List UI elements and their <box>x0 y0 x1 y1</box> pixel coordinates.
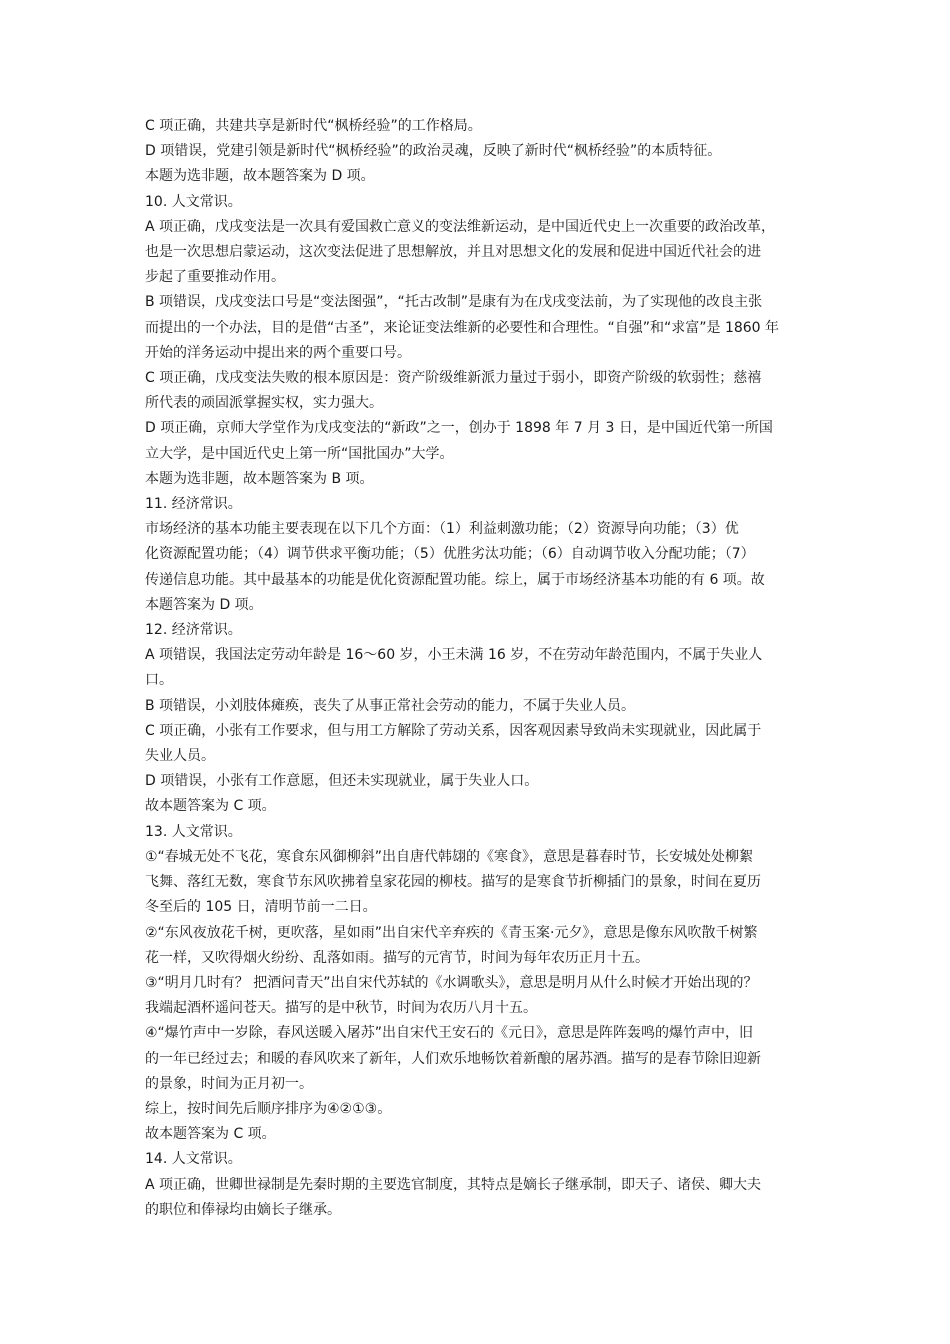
paragraph <box>145 1021 810 1097</box>
text-line: ④“爆竹声中一岁除，春风送暖入屠苏”出自宋代王安石的《元日》，意思是阵阵轰鸣的爆竹声中，旧 <box>145 1025 754 1042</box>
text-line: 失业人员。 <box>145 748 215 765</box>
paragraph <box>145 467 810 492</box>
text-line: 立大学，是中国近代史上第一所“国批国办”大学。 <box>145 445 454 462</box>
text-line: 14. 人文常识。 <box>145 1151 242 1168</box>
text-line: 故本题答案为 C 项。 <box>145 798 276 815</box>
paragraph <box>145 416 810 466</box>
paragraph <box>145 794 810 819</box>
text-line: 本题为选非题，故本题答案为 B 项。 <box>145 470 374 487</box>
paragraph <box>145 366 810 416</box>
text-line: 11. 经济常识。 <box>145 496 242 513</box>
paragraph <box>145 1097 810 1122</box>
text-line: 所代表的顽固派掌握实权，实力强大。 <box>145 395 383 412</box>
text-line: 我端起酒杯遥问苍天。描写的是中秋节，时间为农历八月十五。 <box>145 1000 537 1017</box>
paragraph <box>145 114 810 139</box>
text-line: 冬至后的 105 日，清明节前一二日。 <box>145 899 377 916</box>
paragraph <box>145 643 810 693</box>
paragraph <box>145 820 810 845</box>
paragraph <box>145 139 810 164</box>
text-line: C 项正确，小张有工作要求，但与用工方解除了劳动关系，因客观因素导致尚未实现就业，因此属于 <box>145 722 762 739</box>
text-line: 故本题答案为 C 项。 <box>145 1126 276 1143</box>
text-line: 本题为选非题，故本题答案为 D 项。 <box>145 168 375 185</box>
text-line: A 项正确，世卿世禄制是先秦时期的主要选官制度，其特点是嫡长子继承制，即天子、诸侯、卿大夫 <box>145 1176 762 1193</box>
text-line: 13. 人文常识。 <box>145 823 242 840</box>
text-line: 本题答案为 D 项。 <box>145 596 263 613</box>
paragraph <box>145 215 810 291</box>
text-line: ①“春城无处不飞花，寒食东风御柳斜”出自唐代韩翃的《寒食》，意思是暮春时节，长安城处处柳絮 <box>145 848 754 865</box>
text-line: 步起了重要推动作用。 <box>145 269 285 286</box>
text-line: 口。 <box>145 672 173 689</box>
text-line: 的职位和俸禄均由嫡长子继承。 <box>145 1201 341 1218</box>
text-line: 市场经济的基本功能主要表现在以下几个方面：（1）利益刺激功能；（2）资源导向功能；（3）优 <box>145 521 739 538</box>
text-line: 综上，按时间先后顺序排序为④②①③。 <box>145 1100 392 1117</box>
paragraph <box>145 845 810 921</box>
text-line: A 项错误，我国法定劳动年龄是 16～60 岁，小王未满 16 岁，不在劳动年龄范围内，不属于失业人 <box>145 647 763 664</box>
text-line: 飞舞、落红无数，寒食节东风吹拂着皇家花园的柳枝。描写的是寒食节折柳插门的景象，时间在夏历 <box>145 874 761 891</box>
text-line: 开始的洋务运动中提出来的两个重要口号。 <box>145 344 411 361</box>
document-body <box>145 114 810 1223</box>
text-line: 的一年已经过去；和暖的春风吹来了新年，人们欢乐地畅饮着新酿的屠苏酒。描写的是春节除旧迎新 <box>145 1050 761 1067</box>
paragraph <box>145 492 810 517</box>
paragraph <box>145 517 810 618</box>
text-line: 而提出的一个办法，目的是借“古圣”，来论证变法维新的必要性和合理性。“自强”和“求富”是 1860 年 <box>145 319 780 336</box>
text-line: B 项错误，戊戌变法口号是“变法图强”，“托古改制”是康有为在戊戌变法前，为了实现他的改良主张 <box>145 294 763 311</box>
text-line: B 项错误，小刘肢体瘫痪，丧失了从事正常社会劳动的能力，不属于失业人员。 <box>145 697 636 714</box>
text-line: 10. 人文常识。 <box>145 193 242 210</box>
paragraph <box>145 618 810 643</box>
text-line: A 项正确，戊戌变法是一次具有爱国救亡意义的变法维新运动，是中国近代史上一次重要的政治改革， <box>145 218 776 235</box>
text-line: 也是一次思想启蒙运动，这次变法促进了思想解放，并且对思想文化的发展和促进中国近代社会的进 <box>145 244 761 261</box>
text-line: 花一样，又吹得烟火纷纷、乱落如雨。描写的元宵节，时间为每年农历正月十五。 <box>145 949 649 966</box>
paragraph <box>145 769 810 794</box>
paragraph <box>145 719 810 769</box>
text-line: D 项正确，京师大学堂作为戊戌变法的“新政”之一，创办于 1898 年 7 月 3 日，是中国近代第一所国 <box>145 420 773 437</box>
text-line: C 项正确，戊戌变法失败的根本原因是：资产阶级维新派力量过于弱小，即资产阶级的软弱性；慈禧 <box>145 370 762 387</box>
text-line: D 项错误，党建引领是新时代“枫桥经验”的政治灵魂，反映了新时代“枫桥经验”的本质特征。 <box>145 143 722 160</box>
paragraph <box>145 1122 810 1147</box>
paragraph <box>145 921 810 971</box>
text-line: 化资源配置功能；（4）调节供求平衡功能；（5）优胜劣汰功能；（6）自动调节收入分配功能；（7） <box>145 546 755 563</box>
paragraph <box>145 164 810 189</box>
paragraph <box>145 971 810 1021</box>
paragraph <box>145 190 810 215</box>
text-line: 传递信息功能。其中最基本的功能是优化资源配置功能。综上，属于市场经济基本功能的有 6 项。故 <box>145 571 765 588</box>
text-line: D 项错误，小张有工作意愿，但还未实现就业，属于失业人口。 <box>145 773 539 790</box>
text-line: 12. 经济常识。 <box>145 622 242 639</box>
text-line: C 项正确，共建共享是新时代“枫桥经验”的工作格局。 <box>145 118 482 134</box>
text-line: ③“明月几时有？ 把酒问青天”出自宋代苏轼的《水调歌头》，意思是明月从什么时候才开始出现的？ <box>145 974 758 991</box>
text-line: ②“东风夜放花千树，更吹落，星如雨”出自宋代辛弃疾的《青玉案·元夕》，意思是像东风吹散千树繁 <box>145 924 758 941</box>
paragraph <box>145 694 810 719</box>
paragraph <box>145 1173 810 1223</box>
paragraph <box>145 290 810 366</box>
paragraph <box>145 1147 810 1172</box>
text-line: 的景象，时间为正月初一。 <box>145 1075 313 1092</box>
